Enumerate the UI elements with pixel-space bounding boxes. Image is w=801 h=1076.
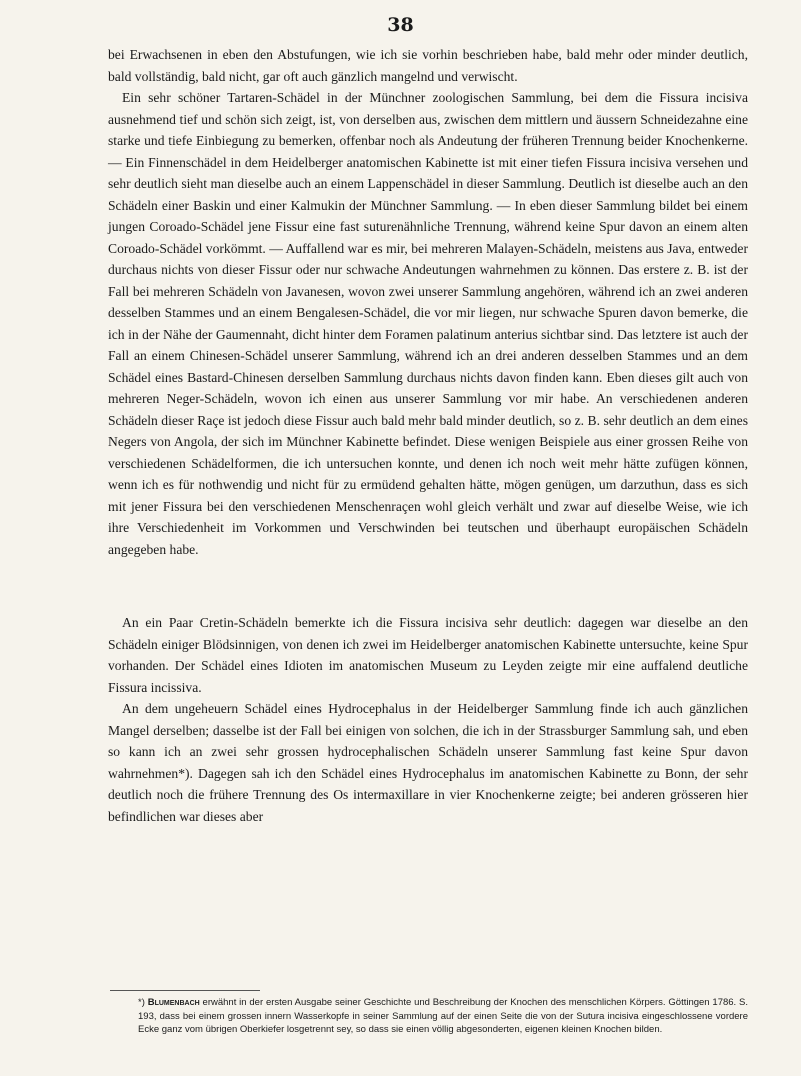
footnote-author: Blumenbach bbox=[147, 997, 200, 1008]
footnote-divider bbox=[110, 990, 260, 991]
paragraph-cretin-skulls: An ein Paar Cretin-Schädeln bemerkte ich die Fissura incisiva sehr deutlich: dagegen war dieselbe an den Schädeln einiger Blödsinnigen, von denen ich zwei im Heidelberger anatomischen Kabinette untersuchte, keine Spur vorhanden. Der Schädel eines Idioten im anatomischen Museum zu Leyden zeigte mir eine auffalend deutliche Fissura incissiva. bbox=[108, 615, 748, 695]
paragraph-skull-examples: Ein sehr schöner Tartaren-Schädel in der Münchner zoologischen Sammlung, bei dem die Fissura incisiva ausnehmend tief und schön sich zeigt, ist, von derselben aus, zwischen dem mittlern und äussern Schneidezahne eine starke und tiefe Einbiegung zu bemerken, offenbar noch als Andeutung der früheren Trennung beider Knochenkerne. — Ein Finnenschädel in dem Heidelberger anatomischen Kabinette ist mit einer tiefen Fissura incisiva versehen und sehr deutlich sieht man dieselbe auch an einem Lappenschädel in dieser Sammlung. Deutlich ist dieselbe auch an den Schädeln einer Baskin und einer Kalmukin der Münchner Sammlung. — In eben dieser Sammlung bildet bei einem jungen Coroado-Schädel jene Fissur eine fast suturenähnliche Trennung, während keine Spur davon an einem alten Coroado-Schädel vorkömmt. — Auffallend war es mir, bei mehreren Malayen-Schädeln, meistens aus Java, entweder durchaus nichts von dieser Fissur oder nur schwache Andeutungen wahrnehmen zu können. Das erstere z. B. ist der Fall bei mehreren Schädeln von Javanesen, wovon zwei unserer Sammlung angehören, während ich an zwei anderen desselben Stammes und an einem Bengalesen-Schädel, die vor mir liegen, nur schwache Spuren davon bemerke, die ich in der Nähe der Gaumennaht, dicht hinter dem Foramen palatinum anterius sichtbar sind. Das letztere ist auch der Fall an einem Chinesen-Schädel unserer Sammlung, während ich an drei anderen desselben Stammes und an dem Schädel eines Bastard-Chinesen derselben Sammlung durchaus nichts davon finden kann. Eben dieses gilt auch von mehreren Neger-Schädeln, wovon ich einen aus unserer Sammlung vor mir habe. An verschiedenen anderen Schädeln dieser Raçe ist jedoch diese Fissur auch bald mehr bald minder deutlich, so z. B. sehr deutlich an dem eines Negers von Angola, der sich im Münchner Kabinette befindet. Diese wenigen Beispiele aus einer grossen Reihe von verschiedenen Schädelformen, die ich untersuchen konnte, und denen ich noch weit mehr hätte zufügen können, wenn ich es für nothwendig und nicht für zu ermüdend gehalten hätte, mögen genügen, um darzuthun, dass es sich mit jener Fissura bei den verschiedenen Menschenraçen wohl gleich verhält und zwar auf dieselbe Weise, wie ich ihre Verschiedenheit im Vorkommen und Verschwinden bei teutschen und überhaupt europäischen Schädeln angegeben habe. bbox=[108, 90, 748, 557]
page-number: 38 bbox=[387, 14, 414, 36]
paragraph-hydrocephalus: An dem ungeheuern Schädel eines Hydrocephalus in der Heidelberger Sammlung finde ich auch gänzlichen Mangel derselben; dasselbe ist der Fall bei einigen von solchen, die ich in der Strassburger Sammlung sah, und eben so kann ich an zwei sehr grossen hydrocephalischen Schädeln unserer Sammlung fast keine Spur davon wahrnehmen*). Dagegen sah ich den Schädel eines Hydrocephalus im anatomischen Kabinette zu Bonn, der sehr deutlich noch die frühere Trennung des Os intermaxillare in vier Knochenkerne zeigte; bei anderen grösseren hier befindlichen war dieses aber bbox=[108, 701, 748, 824]
paragraph-continuation: bei Erwachsenen in eben den Abstufungen, wie ich sie vorhin beschrieben habe, bald mehr oder minder deutlich, bald vollständig, bald nicht, gar oft auch gänzlich mangelnd und verwischt. bbox=[108, 47, 748, 84]
footnote-text: erwähnt in der ersten Ausgabe seiner Geschichte und Beschreibung der Knochen des menschlichen Körpers. Göttingen 1786. S. 193, dass bei einem grossen innern Wasserkopfe in seiner Sammlung auf der einen Seite die von der Sutura incisiva eingeschlossene vordere Ecke ganz vom übrigen Oberkiefer losgetrennt sey, so dass sie einen völlig abgesonderten, eigenen kleinen Knochen bilden. bbox=[138, 997, 749, 1035]
main-text-top bbox=[108, 44, 748, 560]
footnote bbox=[138, 996, 748, 1037]
main-text-bottom bbox=[108, 612, 748, 827]
footnote-marker: *) bbox=[138, 997, 145, 1008]
